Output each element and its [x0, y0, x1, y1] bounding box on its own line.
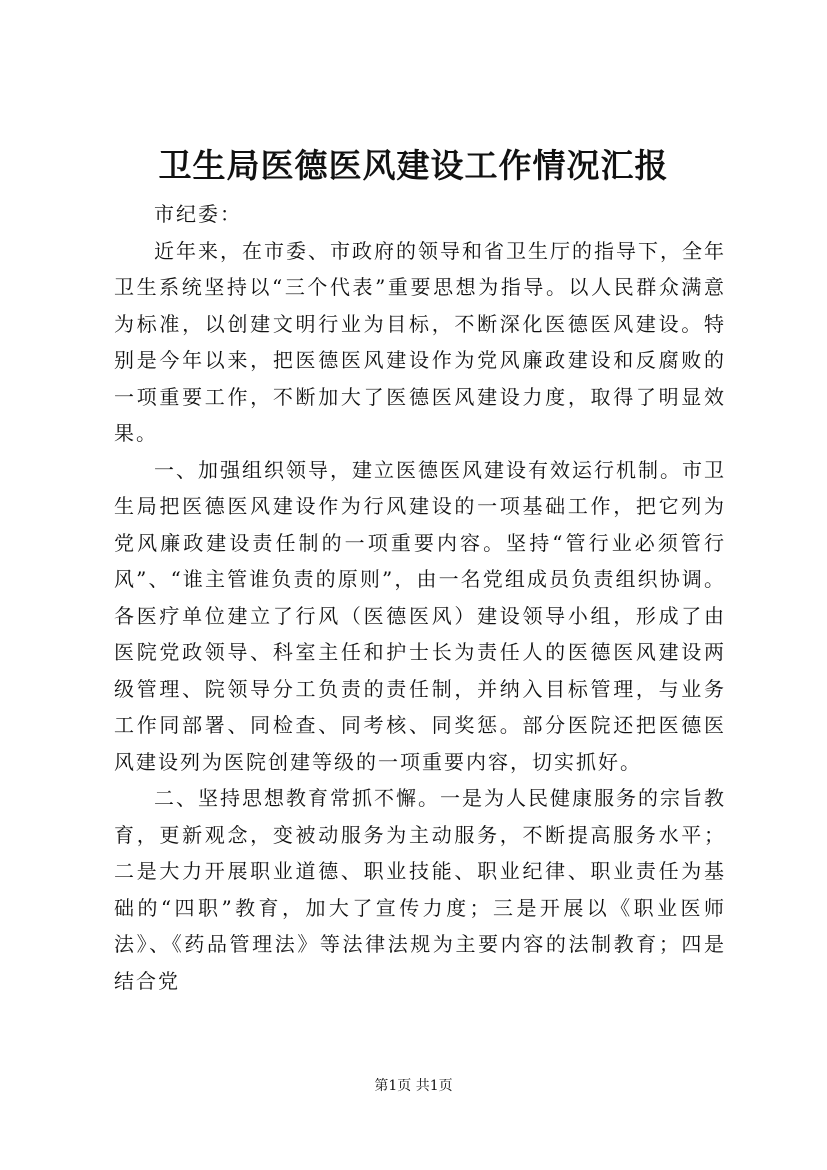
- paragraph-intro: 近年来，在市委、市政府的领导和省卫生厅的指导下，全年卫生系统坚持以“三个代表”重要思想为指导。以人民群众满意为标准，以创建文明行业为目标，不断深化医德医风建设。特别是今年以来，把医德医风建设作为党风廉政建设和反腐败的一项重要工作，不断加大了医德医风建设力度，取得了明显效果。: [114, 238, 726, 445]
- paragraph-section-1: 一、加强组织领导，建立医德医风建设有效运行机制。市卫生局把医德医风建设作为行风建设的一项基础工作，把它列为党风廉政建设责任制的一项重要内容。坚持“管行业必须管行风”、“谁主管谁负责的原则”，由一名党组成员负责组织协调。各医疗单位建立了行风（医德医风）建设领导小组，形成了由医院党政领导、科室主任和护士长为责任人的医德医风建设两级管理、院领导分工负责的责任制，并纳入目标管理，与业务工作同部署、同检查、同考核、同奖惩。部分医院还把医德医风建设列为医院创建等级的一项重要内容，切实抓好。: [114, 457, 726, 774]
- salutation: 市纪委：: [154, 202, 242, 226]
- paragraph-section-2: 二、坚持思想教育常抓不懈。一是为人民健康服务的宗旨教育，更新观念，变被动服务为主动服务，不断提高服务水平；二是大力开展职业道德、职业技能、职业纪律、职业责任为基础的“四职”教育，加大了宣传力度；三是开展以《职业医师法》、《药品管理法》等法律法规为主要内容的法制教育；四是结合党: [114, 786, 726, 993]
- document-body: [114, 196, 726, 999]
- document-title: 卫生局医德医风建设工作情况汇报: [158, 146, 669, 185]
- page-number-footer: 第1页 共1页: [374, 1078, 453, 1094]
